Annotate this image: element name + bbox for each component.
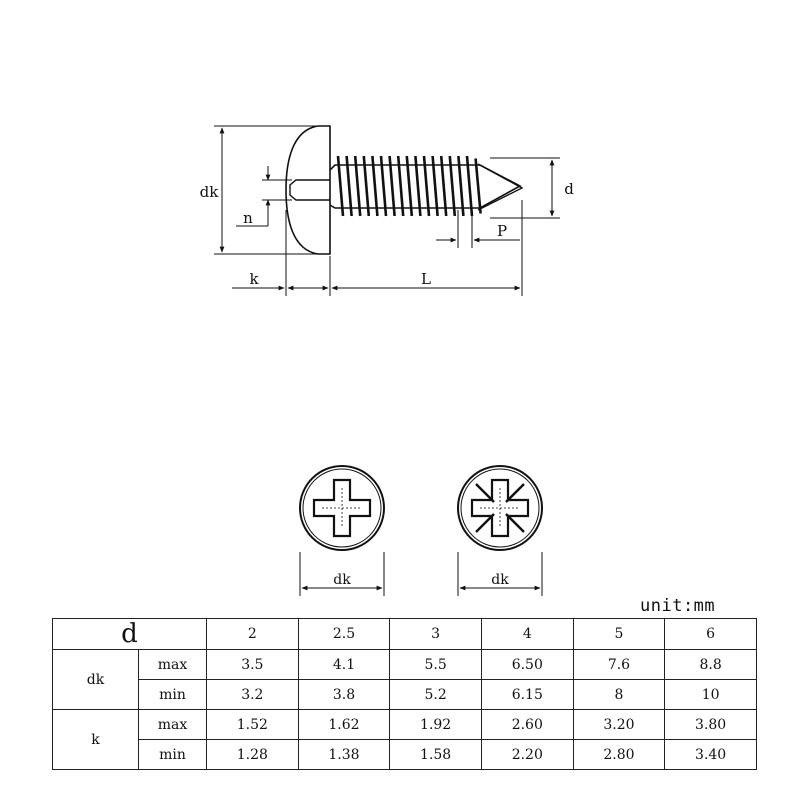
table-cell: 1.92 bbox=[390, 710, 482, 740]
side-dimensions bbox=[214, 126, 560, 296]
table-cell: 2.20 bbox=[481, 740, 573, 770]
table-cell: 2 bbox=[207, 619, 299, 650]
table-cell: 4 bbox=[481, 619, 573, 650]
table-cell: 3.40 bbox=[665, 740, 757, 770]
thread-line bbox=[476, 159, 481, 214]
table-cell: 5.5 bbox=[390, 650, 482, 680]
row-label: max bbox=[139, 650, 207, 680]
table-cell: 2.60 bbox=[481, 710, 573, 740]
table-row bbox=[53, 740, 757, 770]
k-label: k bbox=[249, 270, 259, 288]
table-cell: 6.15 bbox=[481, 680, 573, 710]
table-cell: 3.8 bbox=[298, 680, 390, 710]
d-header-cell: d bbox=[53, 619, 207, 650]
table-cell: 8 bbox=[573, 680, 665, 710]
table-cell: 10 bbox=[665, 680, 757, 710]
table-cell: 1.28 bbox=[207, 740, 299, 770]
screw-head-outline bbox=[286, 126, 330, 254]
table-cell: 3.5 bbox=[207, 650, 299, 680]
table-cell: 3.20 bbox=[573, 710, 665, 740]
table-cell: 1.62 bbox=[298, 710, 390, 740]
table-cell: 1.38 bbox=[298, 740, 390, 770]
table-cell: 6.50 bbox=[481, 650, 573, 680]
table-cell: 1.58 bbox=[390, 740, 482, 770]
table-cell: 3.2 bbox=[207, 680, 299, 710]
row-label: min bbox=[139, 680, 207, 710]
table-cell: 1.52 bbox=[207, 710, 299, 740]
table-cell: 2.80 bbox=[573, 740, 665, 770]
dimension-table bbox=[52, 618, 757, 770]
table-cell: 3 bbox=[390, 619, 482, 650]
table-row bbox=[53, 650, 757, 680]
group-label-k: k bbox=[53, 710, 139, 770]
group-label-dk: dk bbox=[53, 650, 139, 710]
screw-side-view bbox=[286, 126, 522, 254]
table-header-row bbox=[53, 619, 757, 650]
side-dimension-labels bbox=[200, 180, 575, 288]
table-row bbox=[53, 710, 757, 740]
n-label: n bbox=[243, 209, 253, 227]
P-label: P bbox=[496, 222, 508, 240]
table-cell: 2.5 bbox=[298, 619, 390, 650]
table-cell: 4.1 bbox=[298, 650, 390, 680]
dk-head-label-1: dk bbox=[333, 572, 351, 588]
table-cell: 8.8 bbox=[665, 650, 757, 680]
table-cell: 5 bbox=[573, 619, 665, 650]
table-cell: 5.2 bbox=[390, 680, 482, 710]
d-label: d bbox=[564, 180, 574, 198]
row-label: min bbox=[139, 740, 207, 770]
table-cell: 3.80 bbox=[665, 710, 757, 740]
unit-label: unit:mm bbox=[640, 596, 716, 616]
head-slot bbox=[290, 180, 330, 200]
L-label: L bbox=[421, 270, 431, 288]
dk-label: dk bbox=[199, 183, 219, 201]
table-cell: 6 bbox=[665, 619, 757, 650]
table-cell: 7.6 bbox=[573, 650, 665, 680]
table-row bbox=[53, 680, 757, 710]
dk-head-label-2: dk bbox=[491, 572, 509, 588]
screw-tip bbox=[478, 164, 522, 210]
row-label: max bbox=[139, 710, 207, 740]
